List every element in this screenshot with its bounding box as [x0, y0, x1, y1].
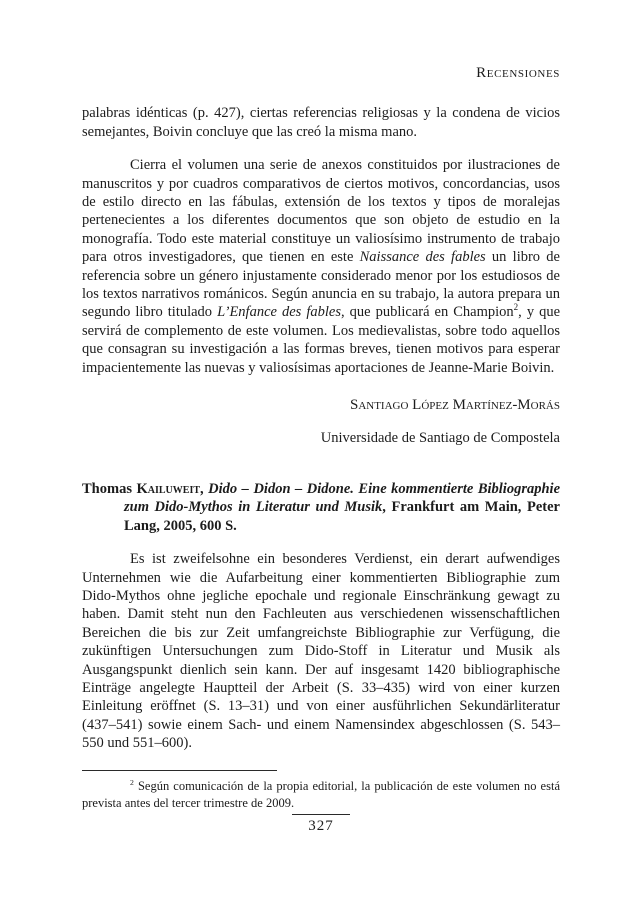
whitespace-spacer: [82, 753, 560, 770]
boivin-paragraph-continuation: palabras idénticas (p. 427), ciertas referencias religiosas y la condena de vicios semejantes, Boivin concluye que las creó la misma mano.: [82, 105, 560, 140]
footnote-marker: 2: [130, 777, 134, 787]
paragraph-text: , y que servirá de complemento de este volumen. Los medievalistas, sobre todo aquellos que consagran su investigación a las formas breves, tienen motivos para esperar impacientemente las nuevas y valiosísimas aportaciones de Jeanne-Marie Boivin.: [82, 304, 561, 376]
kailuweit-paragraph: Es ist zweifelsohne ein besonderes Verdienst, ein derart aufwendiges Unternehmen wie die Aufarbeitung einer kommentierten Bibliographie zum Dido-Mythos ohne jegliche epochale und regionale Einschränkung gewagt zu haben. Damit steht nun den Fachleuten aus verschiedenen wissenschaftlichen Bereichen die bis zur Zeit umfangreichste Bibliographie zur Verfügung, die zukünftigen Untersuchungen zum Dido-Stoff in Literatur und Musik als Ausgangspunkt dienlich sein kann. Der auf insgesamt 1420 bibliographische Einträge angelegte Hauptteil der Arbeit (S. 33–435) wird von einer kurzen Einleitung eröffnet (S. 13–31) und von einer ausführlichen Sekundärliteratur (437–541) sowie einem Sach- und einem Namensindex abgeschlossen (S. 543–550 und 551–600).: [82, 551, 560, 752]
paragraph-text: un libro de referencia sobre un género injustamente considerado menor por los estudiosos de los textos narrativos románicos. Según anuncia en su trabajo, la autora prepara un segundo libro titulado: [82, 249, 560, 321]
paragraph-text: Cierra el volumen una serie de anexos constituidos por ilustraciones de manuscritos y por cuadros comparativos de ciertos motivos, concordancias, usos de estilo directo en las fábulas, extensión de los textos y tipos de moralejas pertenecientes a los diferentes documentos que son objeto de estudio en la monografía. Todo este material constituye un valiosísimo instrumento de trabajo para otros investigadores, que tienen en este: [82, 157, 560, 266]
book-title-dido: Dido – Didon – Didone. Eine kommentierte Bibliographie zum Dido-Mythos in Literatur und Musik: [124, 480, 561, 516]
paragraph-text: , que publicará en Champion: [340, 304, 514, 321]
author-last-name: Kailuweit: [136, 480, 200, 497]
footnote-text: Según comunicación de la propia editorial, la publicación de este volumen no está prevista antes del tercer trimestre de 2009.: [82, 778, 560, 811]
imprint-info: , Frankfurt am Main, Peter Lang, 2005, 600 S.: [124, 499, 560, 534]
review-heading: [82, 480, 560, 535]
boivin-paragraph-anexos: [82, 156, 560, 377]
page-number: 327: [308, 818, 334, 834]
footnote-reference: 2: [513, 302, 519, 313]
reviewer-name: Santiago López Martínez-Morás: [349, 397, 560, 414]
page-footer: [0, 814, 642, 835]
author-first-name: Thomas: [82, 480, 137, 497]
book-title-enfance: L’Enfance des fables: [217, 304, 341, 321]
reviewer-affiliation: Universidade de Santiago de Compostela: [320, 429, 560, 446]
footnote: [82, 778, 560, 813]
book-title-naissance: Naissance des fables: [359, 249, 486, 266]
page-number-rule: [292, 814, 350, 815]
footnote-separator-rule: [82, 770, 277, 771]
journal-section-header: Recensiones: [476, 65, 560, 81]
footnote-block: [82, 770, 560, 813]
heading-separator: ,: [200, 480, 209, 497]
